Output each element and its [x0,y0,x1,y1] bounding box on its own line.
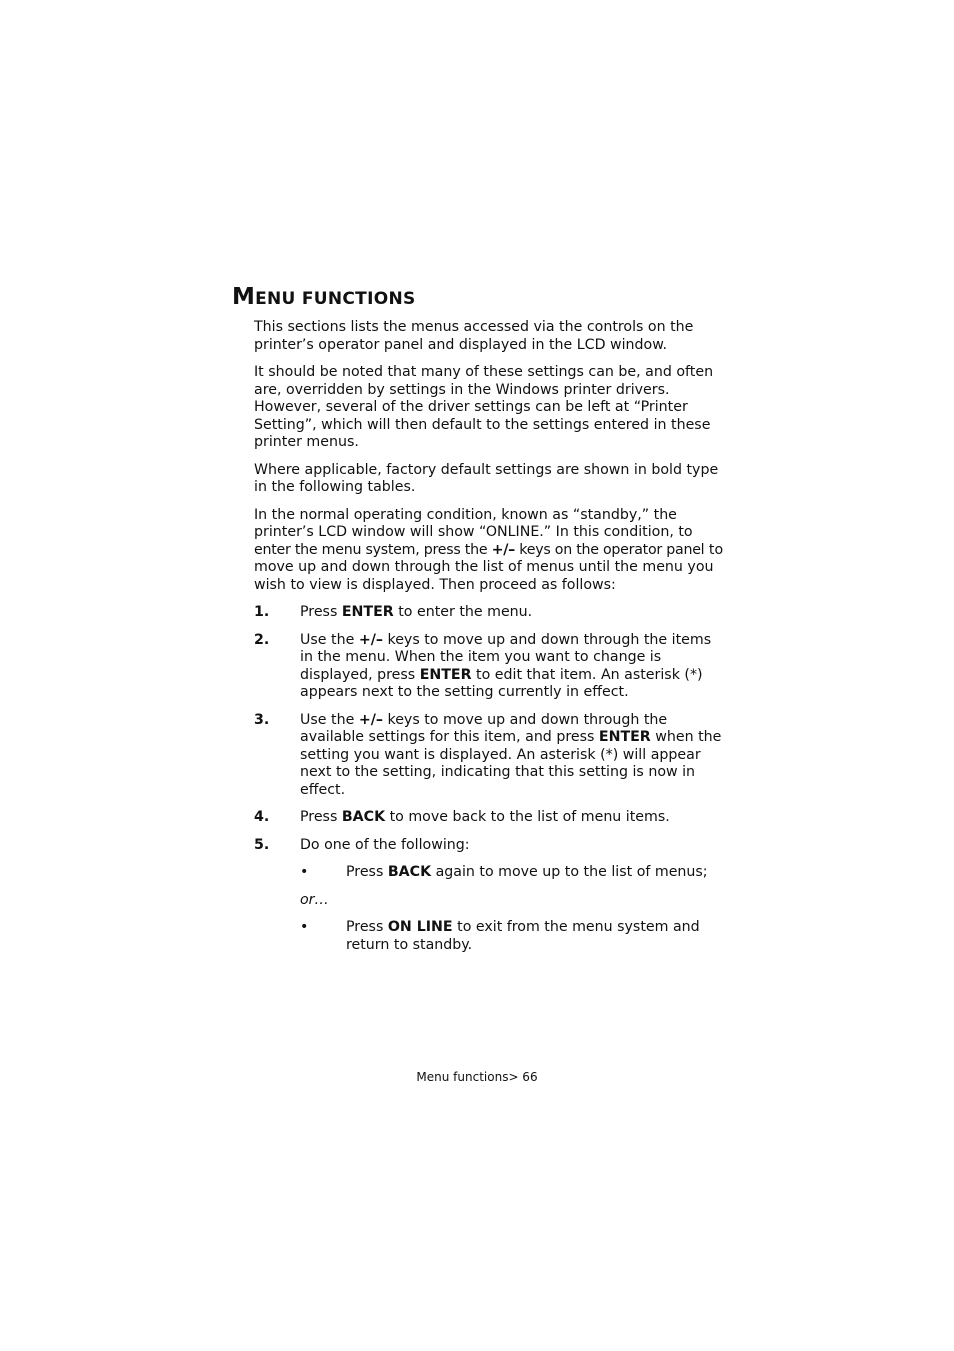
section-heading [232,283,416,313]
step-item: 2. Use the +/– keys to move up and down through the items in the menu. When the item you want to change is displayed, press ENTER to edit that item. An asterisk (*) appears next to the setting currently in effect. [254,631,712,700]
bullet-icon: • [300,919,309,935]
paragraph-override: It should be noted that many of these settings can be, and often are, overridden by settings in the Windows printer drivers. However, several of the driver settings can be left at “Printer Setting”, which will then default to the settings entered in these printer menus. [254,364,714,450]
key-plus-minus: +/– [358,631,383,648]
option-item: • Press ON LINE to exit from the menu system and return to standby. [300,919,700,953]
options-list [300,919,724,954]
key-enter: ENTER [419,666,472,683]
step-item: 4. Press BACK to move back to the list of menu items. [254,809,670,825]
key-back: BACK [341,809,386,825]
heading-initial: M [232,284,256,310]
paragraph-defaults: Where applicable, factory default settings are shown in bold type in the following tables. [254,461,719,495]
step-item: 5. Do one of the following: • Press BACK again to move up to the list of menus; or… • Press ON LINE to exit from the menu system and return to standby. [254,837,724,955]
step-item: 1. Press ENTER to enter the menu. [254,604,533,620]
key-back: BACK [387,864,432,880]
heading-rest: ENU FUNCTIONS [255,289,416,309]
key-enter: ENTER [341,604,394,620]
options-list [300,864,724,882]
key-online: ON LINE [387,919,453,935]
paragraph-intro: This sections lists the menus accessed via the controls on the printer’s operator panel and displayed in the LCD window. [254,319,694,353]
page-footer: Menu functions> 66 [416,1070,538,1084]
key-plus-minus: +/– [358,711,383,728]
paragraph-standby: In the normal operating condition, known as “standby,” the printer’s LCD window will show “ONLINE.” In this condition, to enter the menu system, press the +/– keys on the operator panel to move up and down through the list of menus until the menu you wish to view is displayed. Then proceed as follows: [254,506,724,593]
option-item: • Press BACK again to move up to the list of menus; [300,864,708,880]
body-content [254,319,724,964]
key-plus-minus: +/– [491,541,516,558]
bullet-icon: • [300,864,309,880]
step-item: 3. Use the +/– keys to move up and down through the available settings for this item, and press ENTER when the setting you want is displayed. An asterisk (*) will appear next to the setting, indicating that this setting is now in effect. [254,711,722,798]
or-separator: or… [300,891,329,908]
key-enter: ENTER [598,729,651,745]
steps-list [254,604,724,954]
